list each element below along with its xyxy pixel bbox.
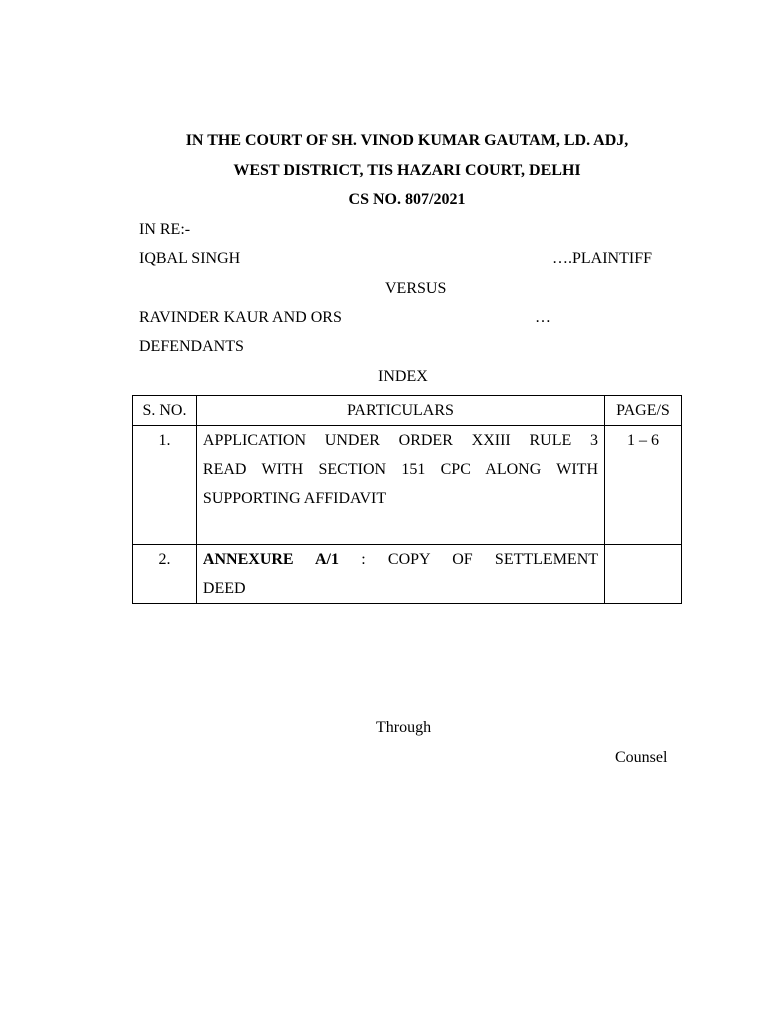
index-title: INDEX xyxy=(378,368,428,385)
particulars-line: READ WITH SECTION 151 CPC ALONG WITH xyxy=(202,461,599,478)
index-table xyxy=(132,395,682,604)
column-header-pages: PAGE/S xyxy=(605,396,682,426)
defendant-label: DEFENDANTS xyxy=(139,338,244,355)
case-number: CS NO. 807/2021 xyxy=(348,191,466,208)
through-label: Through xyxy=(376,719,432,736)
column-header-sno: S. NO. xyxy=(133,396,197,426)
court-location: WEST DISTRICT, TIS HAZARI COURT, DELHI xyxy=(233,162,581,179)
counsel-label: Counsel xyxy=(615,749,668,766)
row-sno: 2. xyxy=(133,545,197,604)
particulars-line xyxy=(203,545,598,574)
particulars-line: APPLICATION UNDER ORDER XXIII RULE 3 xyxy=(202,432,599,449)
defendant-name: RAVINDER KAUR AND ORS xyxy=(139,309,342,326)
row-pages: 1 – 6 xyxy=(605,426,682,545)
table-row xyxy=(133,545,682,604)
row-particulars xyxy=(196,545,604,604)
plaintiff-name: IQBAL SINGH xyxy=(139,250,241,267)
row-sno: 1. xyxy=(133,426,197,545)
particulars-line: SUPPORTING AFFIDAVIT xyxy=(202,490,387,507)
row-particulars xyxy=(196,426,604,545)
versus-label: VERSUS xyxy=(385,280,447,297)
plaintiff-label: ….PLAINTIFF xyxy=(552,250,653,267)
row-pages xyxy=(605,545,682,604)
defendant-dots: … xyxy=(535,309,551,326)
annexure-label: ANNEXURE A/1 xyxy=(202,551,339,568)
table-row xyxy=(133,426,682,545)
annexure-description: : COPY OF SETTLEMENT xyxy=(361,551,599,568)
table-header-row xyxy=(133,396,682,426)
particulars-line: DEED xyxy=(202,580,246,597)
column-header-particulars: PARTICULARS xyxy=(196,396,604,426)
court-title: IN THE COURT OF SH. VINOD KUMAR GAUTAM, LD. ADJ, xyxy=(185,132,629,149)
in-re-label: IN RE:- xyxy=(139,221,191,238)
